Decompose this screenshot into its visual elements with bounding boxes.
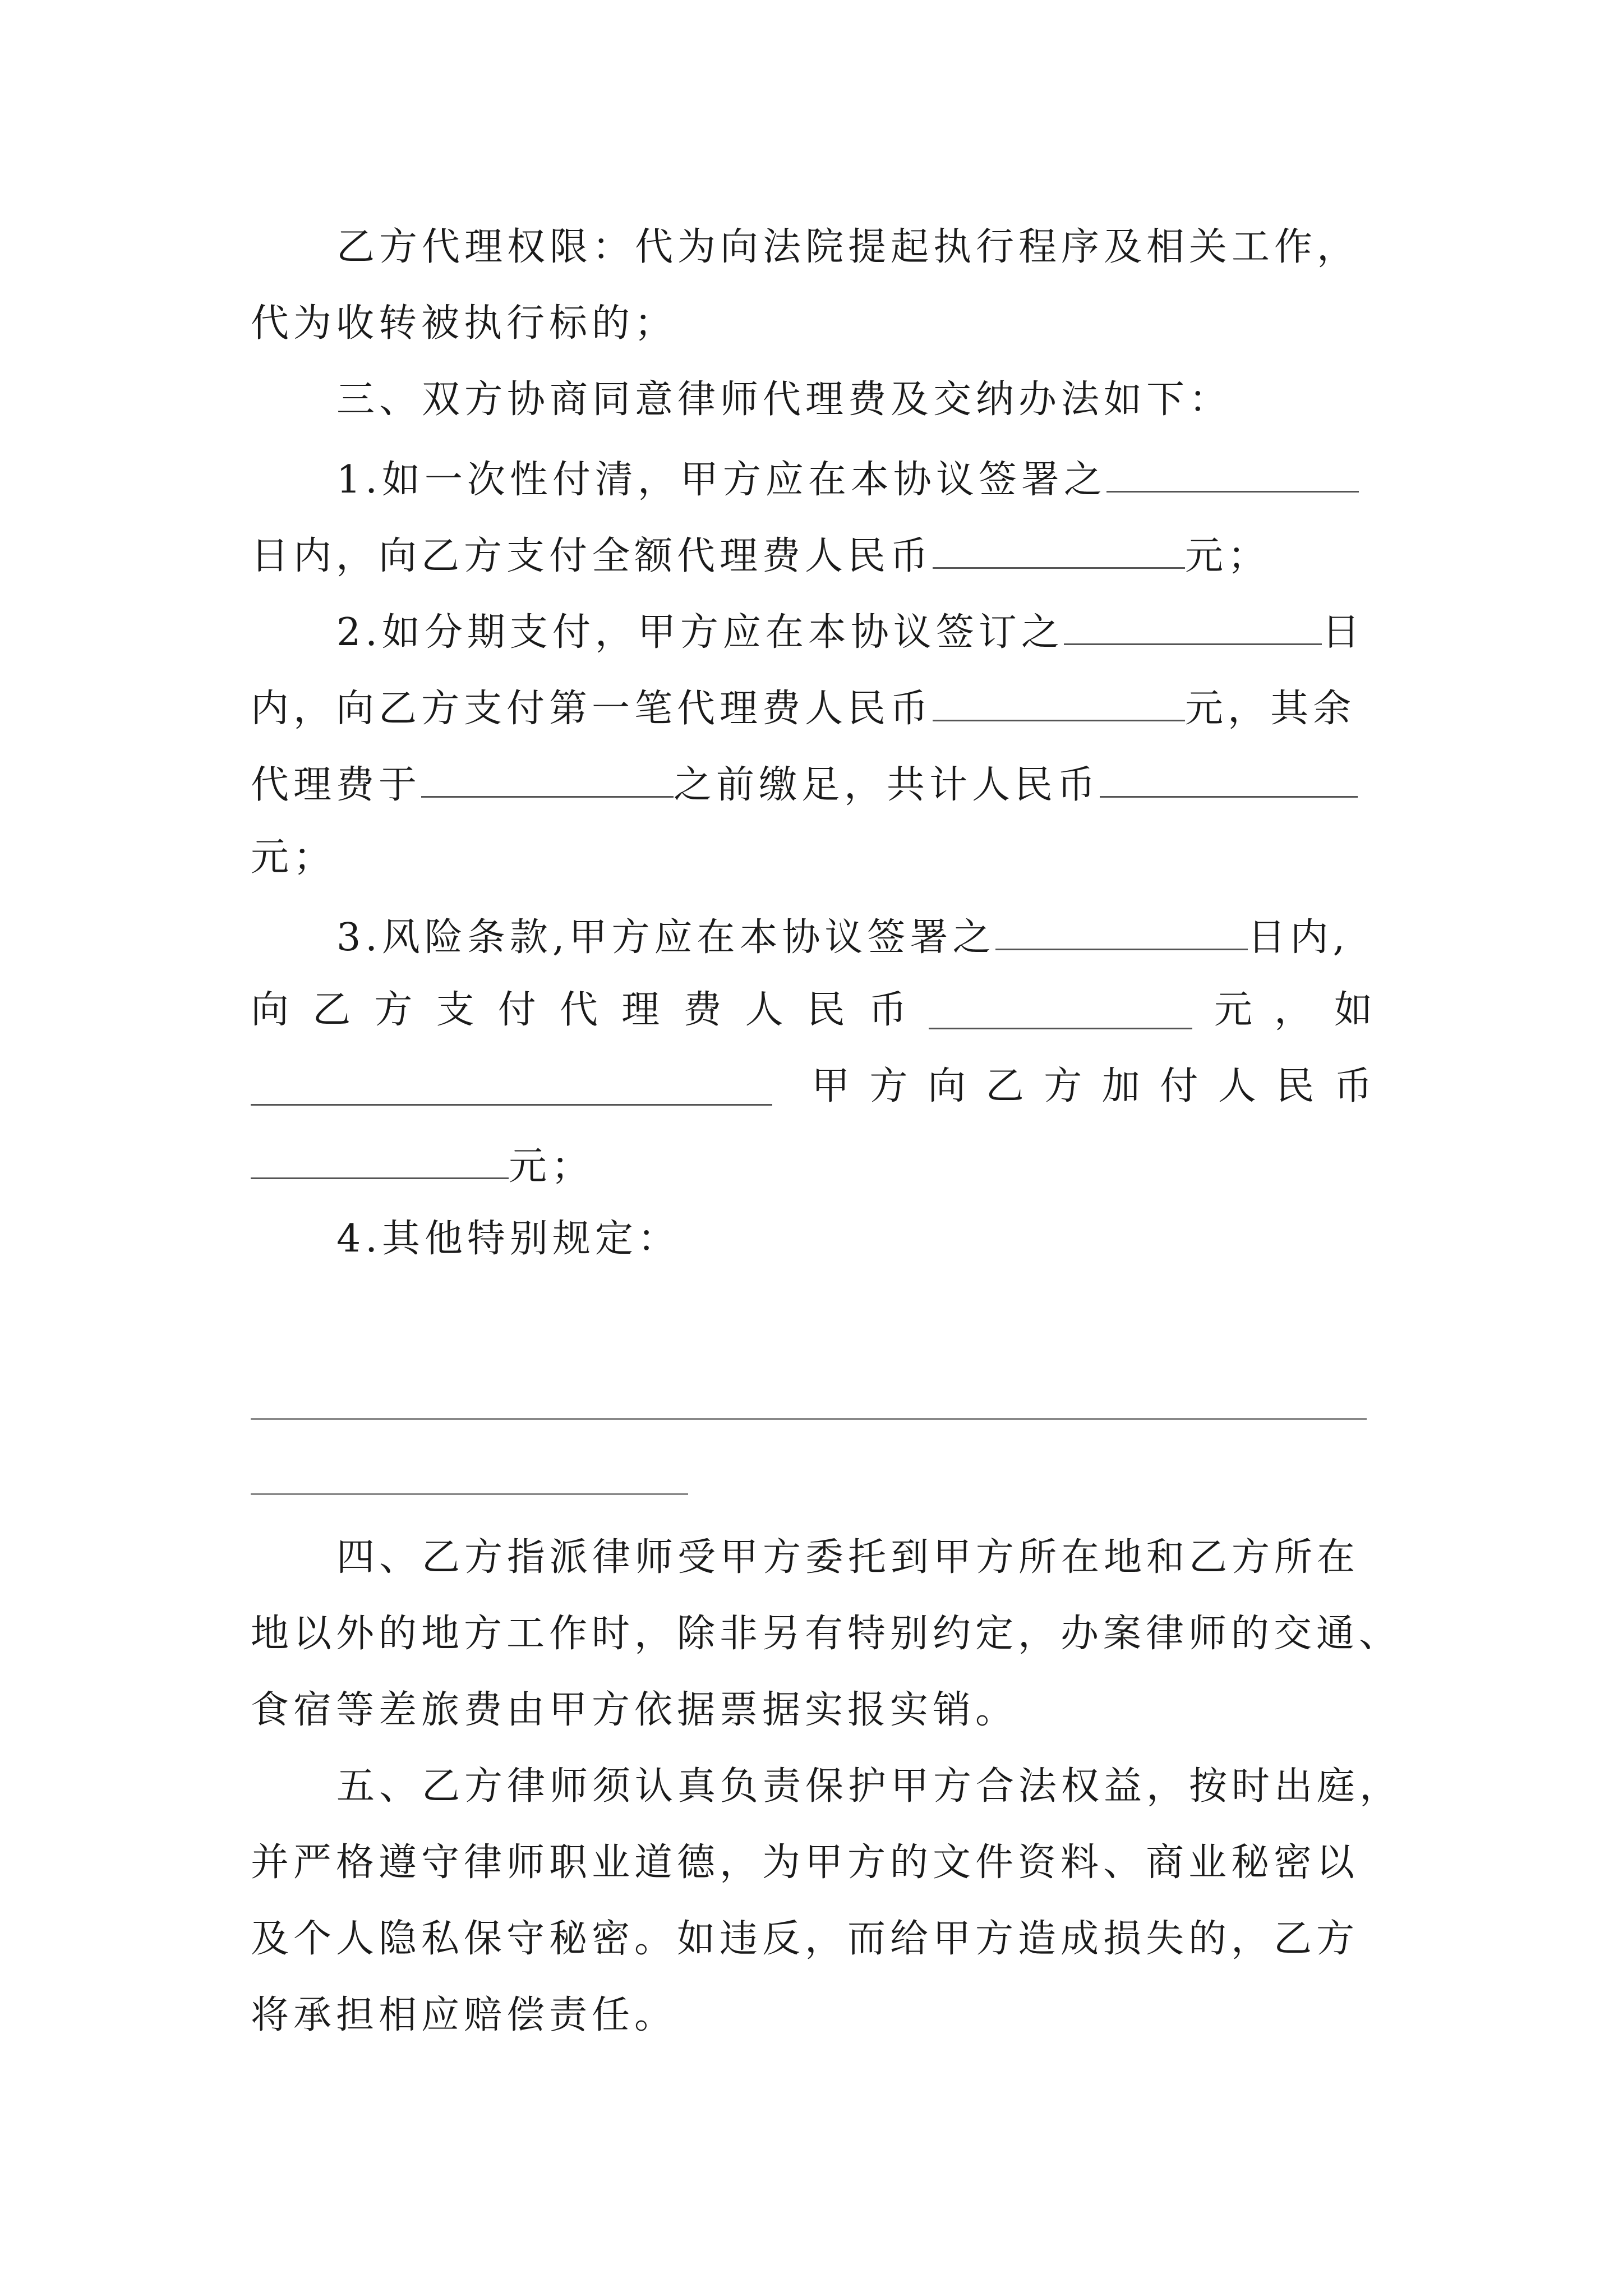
item-text: 如	[1334, 988, 1372, 1032]
item-text: 日内,	[1247, 915, 1350, 960]
justified-char: 费	[683, 988, 722, 1032]
text-line	[336, 915, 1350, 960]
item-text: 元	[1214, 988, 1252, 1032]
fill-blank	[995, 915, 1248, 950]
fill-blank	[933, 533, 1185, 569]
justified-char: 支	[436, 988, 474, 1032]
text-line: 代为收转被执行标的；	[251, 301, 677, 346]
fill-rule	[251, 1418, 1367, 1420]
text-line: 食宿等差旅费由甲方依据票据实报实销。	[251, 1688, 1018, 1732]
text-line: 元；	[251, 835, 336, 880]
justified-char: 方	[869, 1064, 908, 1108]
text-line: 乙方代理权限：代为向法院提起执行程序及相关工作，	[336, 225, 1360, 269]
item-text: ，	[1274, 988, 1312, 1032]
text-line	[336, 457, 1359, 502]
justified-char: 方	[374, 988, 413, 1032]
fill-blank	[1064, 610, 1322, 645]
text-line	[251, 762, 1358, 807]
text-line	[251, 1144, 594, 1189]
justified-char: 币	[1334, 1064, 1372, 1108]
justified-char: 民	[1276, 1064, 1315, 1108]
fill-blank	[251, 1144, 509, 1179]
justified-char: 乙	[312, 988, 351, 1032]
fill-blank	[1106, 457, 1359, 493]
justified-char: 人	[1218, 1064, 1256, 1108]
justified-char: 方	[1044, 1064, 1082, 1108]
justified-char: 民	[806, 988, 845, 1032]
fill-rule	[251, 1493, 688, 1495]
justified-char: 向	[928, 1064, 966, 1108]
text-line: 4.其他特别规定：	[336, 1217, 680, 1261]
text-line-justified	[251, 988, 1372, 1032]
fill-blank	[929, 994, 1192, 1029]
justified-char: 币	[868, 988, 907, 1032]
text-line	[251, 686, 1356, 731]
text-line: 并严格遵守律师职业道德，为甲方的文件资料、商业秘密以	[251, 1841, 1359, 1885]
text-line: 及个人隐私保守秘密。如违反，而给甲方造成损失的，乙方	[251, 1917, 1359, 1961]
text-line: 五、乙方律师须认真负责保护甲方合法权益，按时出庭，	[336, 1764, 1403, 1809]
item-text: 1.如一次性付清，甲方应在本协议签署之	[336, 458, 1106, 502]
justified-char: 付	[1160, 1064, 1198, 1108]
text-line: 四、乙方指派律师受甲方委托到甲方所在地和乙方所在	[336, 1535, 1360, 1580]
fill-blank	[1100, 762, 1358, 798]
text-line	[251, 533, 1270, 576]
item-text: 2.如分期支付，甲方应在本协议签订之	[336, 610, 1064, 655]
section-heading: 三、双方协商同意律师代理费及交纳办法如下：	[336, 378, 1232, 422]
justified-char: 向	[251, 988, 289, 1032]
text-line: 地以外的地方工作时，除非另有特别约定，办案律师的交通、	[251, 1612, 1402, 1656]
justified-char: 甲	[811, 1064, 850, 1108]
item-text: 日内，向乙方支付全额代理费人民币	[251, 534, 933, 578]
item-text: 3.风险条款,甲方应在本协议签署之	[336, 915, 995, 960]
text-line-justified	[251, 1064, 1372, 1108]
spread-chars	[811, 1064, 1372, 1108]
justified-char: 加	[1101, 1064, 1140, 1108]
justified-char: 乙	[985, 1064, 1024, 1108]
item-text: 元；	[509, 1144, 594, 1189]
justified-char: 理	[621, 988, 660, 1032]
fill-blank	[251, 1070, 772, 1106]
fill-blank	[421, 762, 674, 798]
fill-blank	[933, 686, 1185, 721]
justified-char: 代	[559, 988, 598, 1032]
item-text: 之前缴足，共计人民币	[674, 763, 1100, 807]
text-line	[336, 610, 1364, 655]
text-line: 将承担相应赔偿责任。	[251, 1993, 677, 2037]
item-text: 元；	[1185, 534, 1271, 578]
justified-char: 付	[497, 988, 536, 1032]
item-text: 代理费于	[251, 763, 422, 807]
item-text: 元，其余	[1185, 687, 1356, 731]
item-text: 内，向乙方支付第一笔代理费人民币	[251, 687, 933, 731]
item-text: 日	[1321, 610, 1364, 655]
justified-char: 人	[745, 988, 783, 1032]
spread-chars	[251, 988, 907, 1032]
